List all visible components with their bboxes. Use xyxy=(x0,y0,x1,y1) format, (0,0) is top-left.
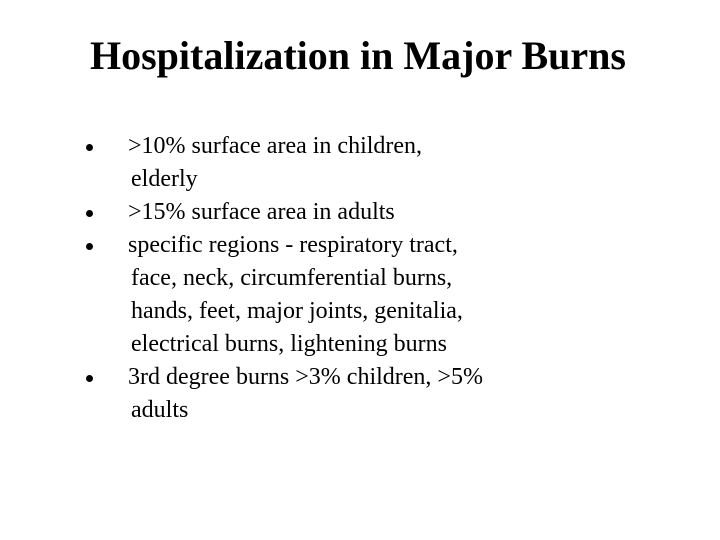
bullet-item-specific-regions xyxy=(86,229,646,361)
bullet-line: adults xyxy=(131,397,189,423)
bullet-line: elderly xyxy=(131,166,198,192)
bullet-dot-icon xyxy=(86,375,93,382)
bullet-dot-icon xyxy=(86,144,93,151)
bullet-line: hands, feet, major joints, genitalia, xyxy=(131,298,463,324)
bullet-item-adults xyxy=(86,196,646,229)
bullet-line: >10% surface area in children, xyxy=(128,133,423,159)
bullet-dot-icon xyxy=(86,210,93,217)
bullet-line: >15% surface area in adults xyxy=(128,199,395,225)
bullet-item-children-elderly xyxy=(86,130,646,196)
bullet-line: 3rd degree burns >3% children, >5% xyxy=(128,364,483,390)
bullet-line: face, neck, circumferential burns, xyxy=(131,265,453,291)
bullet-line: electrical burns, lightening burns xyxy=(131,331,447,357)
bullet-line: specific regions - respiratory tract, xyxy=(128,232,458,258)
slide-title: Hospitalization in Major Burns xyxy=(90,33,626,78)
bullet-item-third-degree xyxy=(86,361,646,427)
bullet-dot-icon xyxy=(86,243,93,250)
bullet-list xyxy=(86,130,646,427)
